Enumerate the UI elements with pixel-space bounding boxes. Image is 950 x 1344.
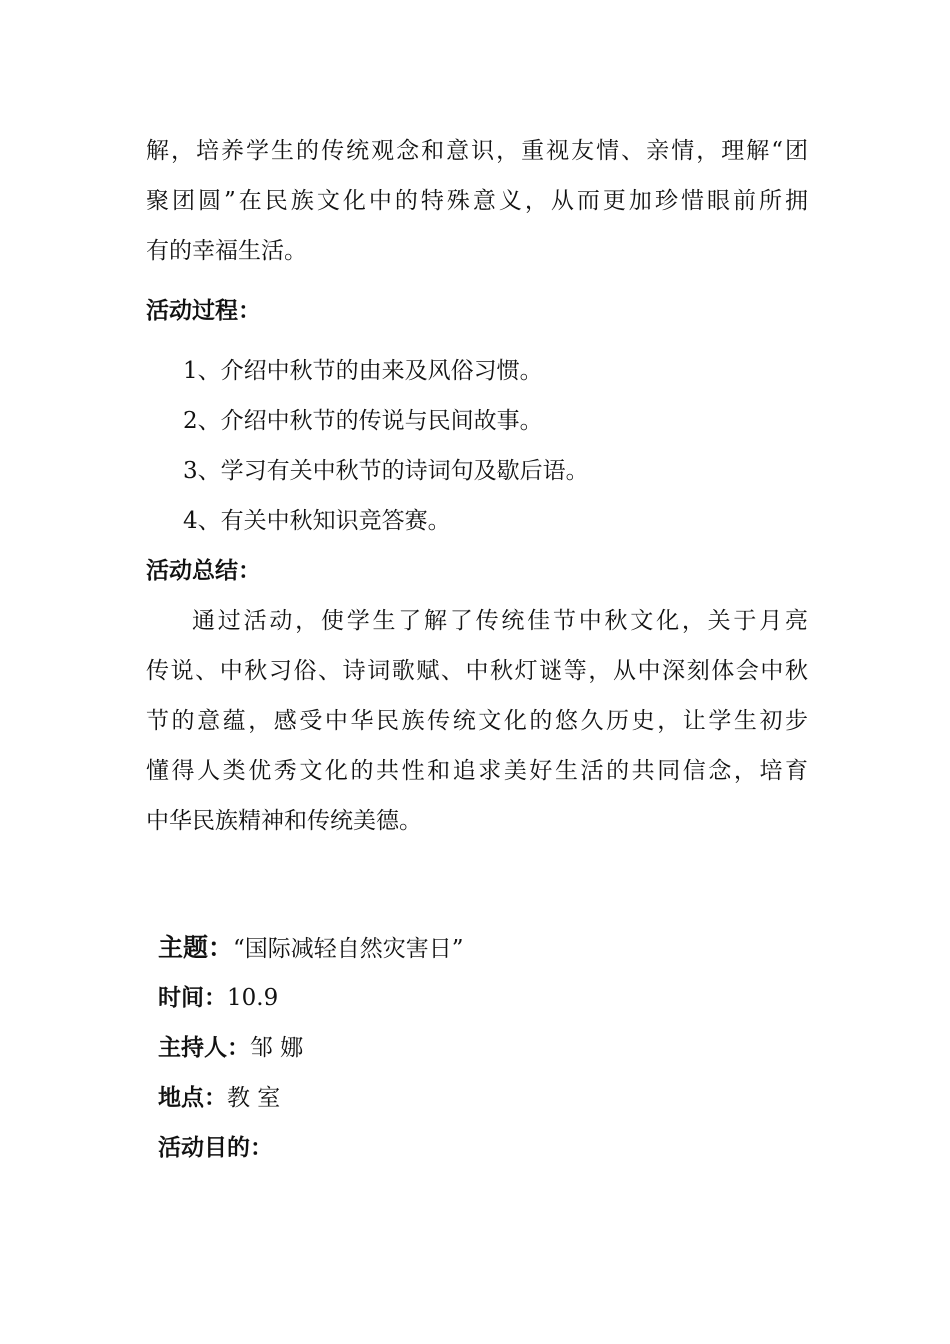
process-item-1: 1、介绍中秋节的由来及风俗习惯。 (183, 358, 543, 384)
theme-label: 主题： (158, 933, 234, 962)
process-item-2: 2、介绍中秋节的传说与民间故事。 (183, 408, 543, 434)
summary-line-2: 传说、中秋习俗、诗词歌赋、中秋灯谜等，从中深刻体会中秋 (146, 658, 808, 684)
place-value: 教 室 (227, 1085, 281, 1111)
theme-row (158, 933, 820, 964)
time-row (158, 983, 820, 1013)
intro-line-3: 有的幸福生活。 (146, 238, 307, 264)
host-label: 主持人： (158, 1034, 250, 1061)
intro-line-2: 聚团圆”在民族文化中的特殊意义，从而更加珍惜眼前所拥 (146, 188, 808, 214)
summary-line-3: 节的意蕴，感受中华民族传统文化的悠久历史，让学生初步 (146, 708, 808, 734)
time-value: 10.9 (227, 985, 279, 1011)
summary-line-5: 中华民族精神和传统美德。 (146, 808, 422, 834)
host-value: 邹 娜 (250, 1035, 304, 1061)
intro-line-1: 解，培养学生的传统观念和意识，重视友情、亲情，理解“团 (146, 138, 808, 164)
process-item-4: 4、有关中秋知识竞答赛。 (183, 508, 451, 534)
theme-value: “国际减轻自然灾害日” (233, 936, 464, 962)
place-label: 地点： (158, 1084, 227, 1111)
purpose-heading: 活动目的： (158, 1134, 273, 1161)
host-row (158, 1033, 820, 1063)
process-item-3: 3、学习有关中秋节的诗词句及歇后语。 (183, 458, 589, 484)
summary-line-1: 通过活动，使学生了解了传统佳节中秋文化，关于月亮 (192, 608, 808, 634)
summary-line-4: 懂得人类优秀文化的共性和追求美好生活的共同信念，培育 (146, 758, 808, 784)
place-row (158, 1083, 820, 1113)
summary-heading: 活动总结： (146, 557, 261, 584)
time-label: 时间： (158, 984, 227, 1011)
process-heading: 活动过程： (146, 297, 261, 324)
